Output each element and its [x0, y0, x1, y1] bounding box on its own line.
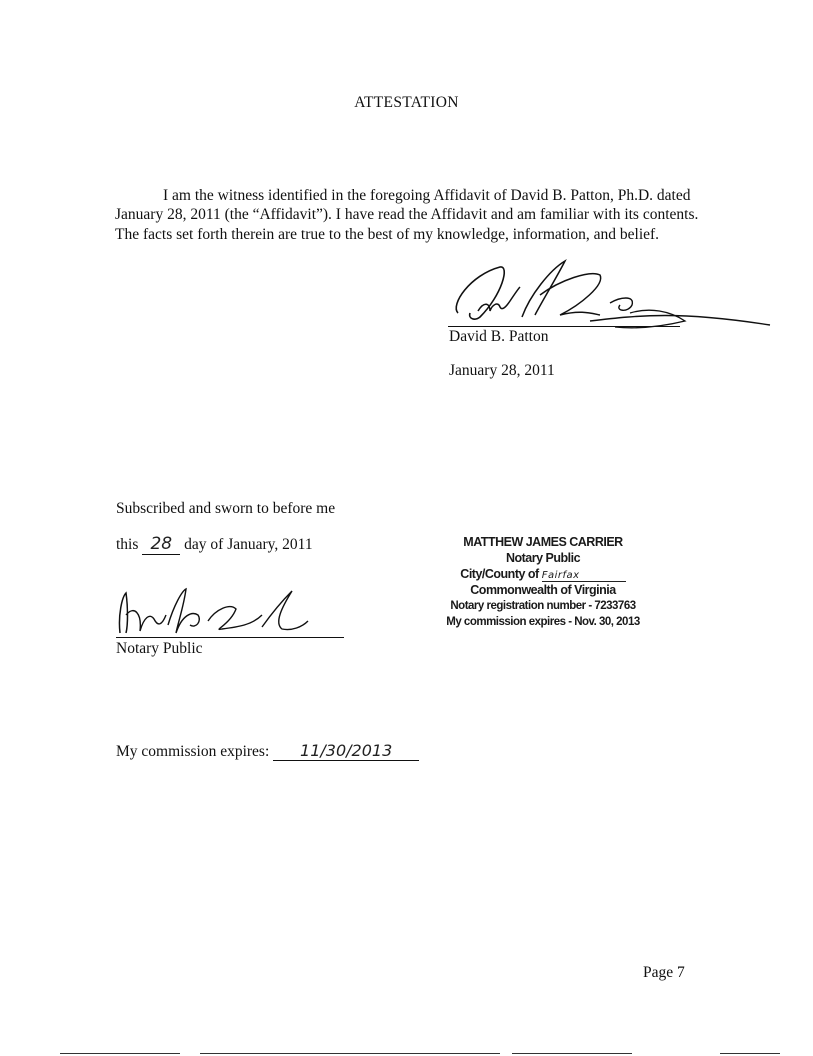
stamp-name: MATTHEW JAMES CARRIER [463, 535, 623, 549]
stamp-city-value: Fairfax [542, 568, 626, 582]
signature-line [448, 326, 680, 327]
stamp-title: Notary Public [505, 551, 581, 565]
subscribed-text: Subscribed and sworn to before me [116, 500, 336, 517]
footer-rule-2 [200, 1053, 500, 1054]
commission-label: My commission expires: [116, 743, 270, 760]
stamp-registration: Notary registration number - 7233763 [450, 600, 636, 612]
stamp-expires: My commission expires - Nov. 30, 2013 [446, 616, 640, 628]
commission-value: 11/30/2013 [273, 741, 419, 761]
stamp-city-label: City/County of [460, 567, 539, 581]
day-line [116, 534, 313, 555]
notary-label: Notary Public [116, 640, 203, 657]
patton-signature [440, 255, 770, 335]
day-value: 28 [142, 534, 180, 555]
day-suffix: day of January, 2011 [184, 536, 313, 553]
notary-signature [112, 585, 312, 640]
signer-name: David B. Patton [449, 328, 549, 345]
attestation-text: I am the witness identified in the foregoing Affidavit of David B. Patton, Ph.D. dated January 28, 2011 (the “Affidavit”). I have read the Affidavit and am familiar with its contents. The facts set forth therein are true to the best of my knowledge, information, and belief. [115, 187, 699, 243]
signer-date: January 28, 2011 [449, 362, 555, 379]
footer-rule-3 [512, 1053, 632, 1054]
page-title: ATTESTATION [354, 94, 459, 111]
notary-signature-line [116, 637, 344, 638]
stamp-city [415, 566, 671, 582]
attestation-paragraph [115, 186, 705, 244]
footer-rule-4 [720, 1053, 780, 1054]
stamp-commonwealth: Commonwealth of Virginia [470, 583, 616, 597]
notary-stamp [415, 534, 671, 630]
commission-line [116, 741, 419, 761]
page-number: Page 7 [643, 964, 685, 981]
footer-rule-1 [60, 1053, 180, 1054]
this-prefix: this [116, 536, 139, 553]
